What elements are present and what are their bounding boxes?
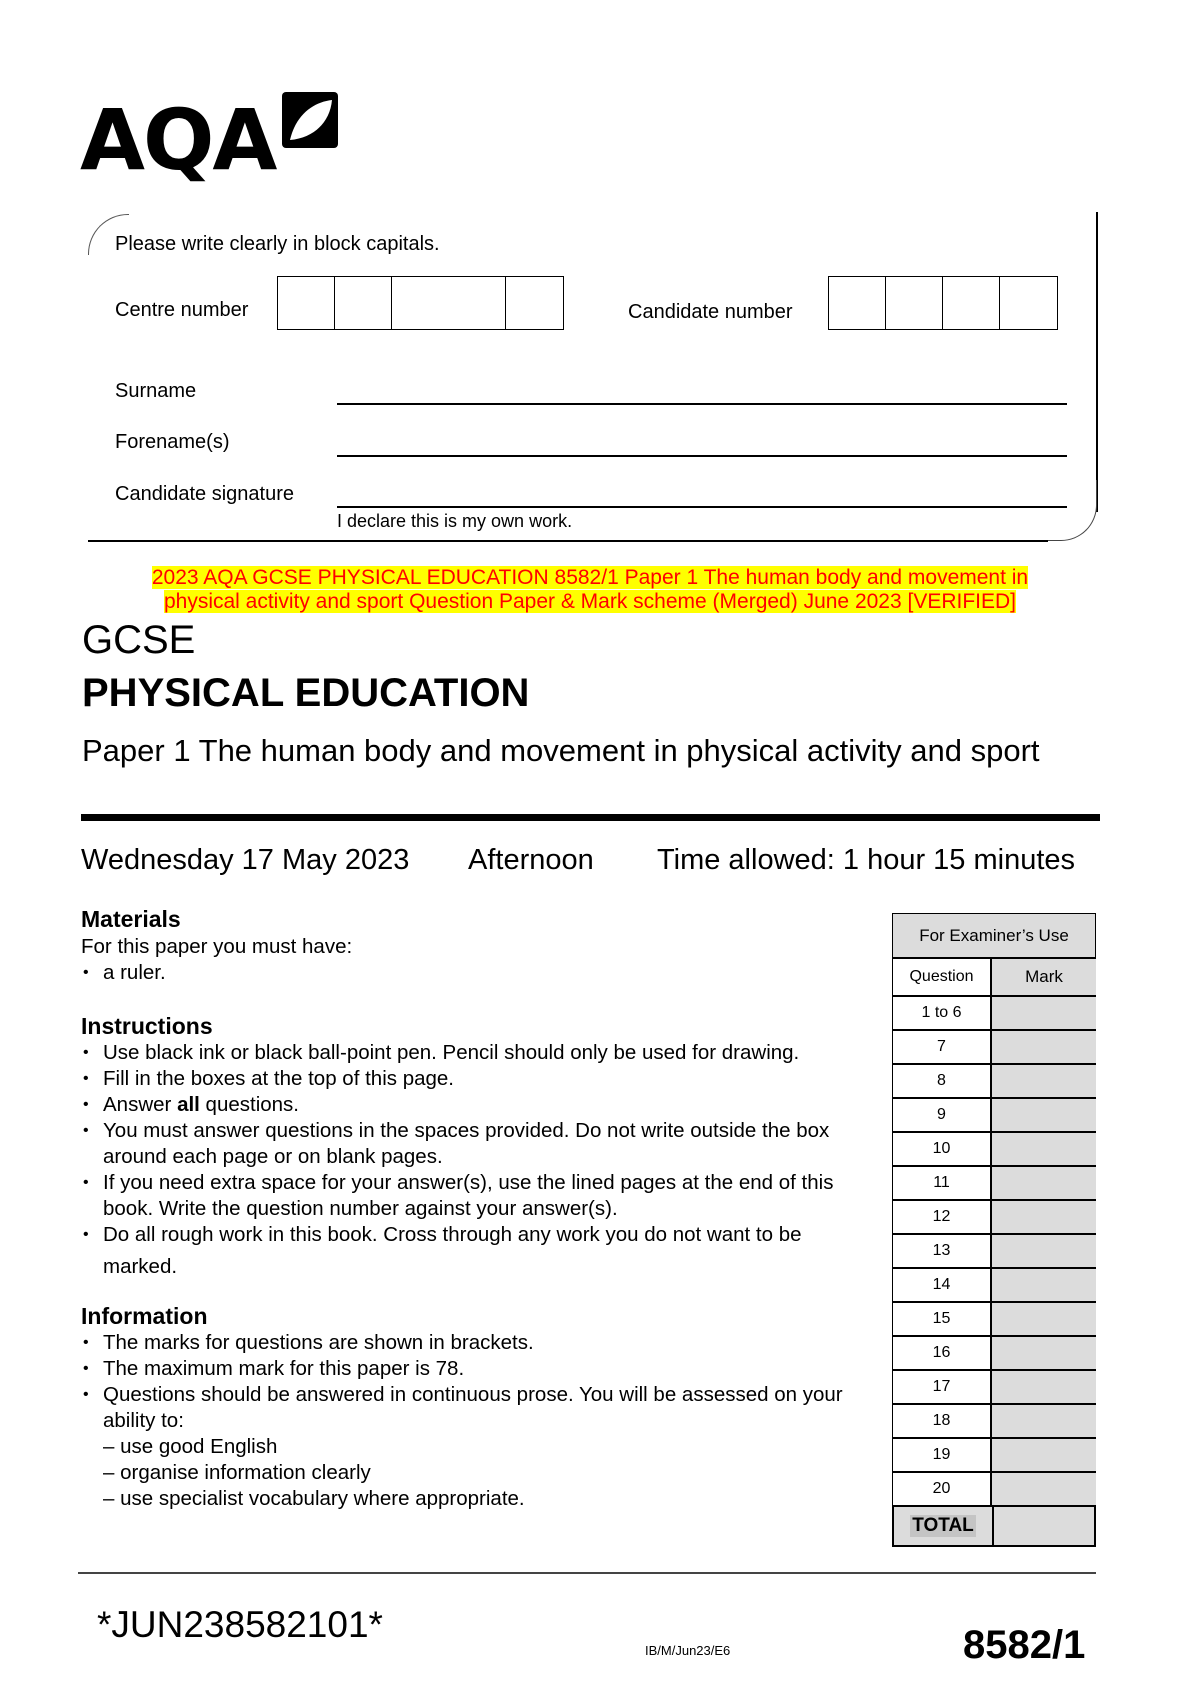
question-number-cell: 20 — [892, 1473, 992, 1505]
examiner-table-row — [892, 1369, 1096, 1403]
examiner-table-row — [892, 1029, 1096, 1063]
mark-cell[interactable] — [992, 1473, 1096, 1505]
examiner-table-row — [892, 1471, 1096, 1505]
centre-number-digit[interactable] — [392, 277, 506, 329]
centre-number-digit[interactable] — [278, 277, 335, 329]
promo-banner — [110, 566, 1070, 614]
centre-number-label: Centre number — [115, 299, 249, 321]
examiner-table-header — [892, 957, 1096, 995]
instruction-item: • If you need extra space for your answer(s), use the lined pages at the end of this book. Write the question number against your answer(s). — [81, 1170, 871, 1222]
examiner-table-row — [892, 995, 1096, 1029]
mark-cell[interactable] — [992, 1303, 1096, 1335]
forenames-label: Forename(s) — [115, 431, 230, 453]
examiner-table-row — [892, 1437, 1096, 1471]
examiner-table-row — [892, 1403, 1096, 1437]
exam-session: Afternoon — [468, 844, 594, 876]
reference-code: IB/M/Jun23/E6 — [645, 1643, 731, 1658]
question-number-cell: 18 — [892, 1405, 992, 1437]
banner-line-1: 2023 AQA GCSE PHYSICAL EDUCATION 8582/1 Paper 1 The human body and movement in — [151, 566, 1029, 589]
paper-title: Paper 1 The human body and movement in physical activity and sport — [82, 733, 1040, 768]
total-row — [892, 1505, 1096, 1547]
mark-cell[interactable] — [992, 1439, 1096, 1471]
examiner-table-row — [892, 1199, 1096, 1233]
qualification-title: GCSE — [82, 618, 196, 662]
examiner-table-row — [892, 1301, 1096, 1335]
instruction-item: • Use black ink or black ball-point pen. Pencil should only be used for drawing. — [81, 1040, 871, 1066]
mark-cell[interactable] — [992, 1235, 1096, 1267]
instruction-item: • You must answer questions in the spaces provided. Do not write outside the box around each page or on blank pages. — [81, 1118, 871, 1170]
centre-number-digit[interactable] — [335, 277, 392, 329]
signature-field[interactable] — [337, 506, 1067, 508]
footer-divider — [78, 1572, 1096, 1574]
instruction-item: • Do all rough work in this book. Cross through any work you do not want to be marked. — [81, 1219, 871, 1283]
information-heading: Information — [81, 1303, 208, 1329]
total-mark-cell[interactable] — [994, 1507, 1094, 1545]
examiner-table-row — [892, 1165, 1096, 1199]
mark-cell[interactable] — [992, 1269, 1096, 1301]
question-number-cell: 9 — [892, 1099, 992, 1131]
mark-cell[interactable] — [992, 1065, 1096, 1097]
materials-section — [81, 934, 871, 986]
information-item: • The marks for questions are shown in brackets. — [81, 1330, 871, 1356]
materials-item: • a ruler. — [81, 960, 871, 986]
centre-number-input[interactable] — [277, 276, 564, 330]
question-number-cell: 15 — [892, 1303, 992, 1335]
question-number-cell: 12 — [892, 1201, 992, 1233]
information-item: • The maximum mark for this paper is 78. — [81, 1356, 871, 1382]
examiner-table-row — [892, 1097, 1096, 1131]
forenames-field[interactable] — [337, 455, 1067, 457]
question-number-cell: 16 — [892, 1337, 992, 1369]
answer-all-bold: all — [177, 1093, 200, 1116]
answer-all-post: questions. — [199, 1093, 300, 1116]
mark-cell[interactable] — [992, 1371, 1096, 1403]
mark-cell[interactable] — [992, 1337, 1096, 1369]
examiner-table-row — [892, 1335, 1096, 1369]
examiner-table-row — [892, 1267, 1096, 1301]
candidate-number-digit[interactable] — [1000, 277, 1057, 329]
examiner-table-row — [892, 1063, 1096, 1097]
examiner-table-title: For Examiner’s Use — [892, 913, 1096, 957]
answer-all-pre: Answer — [103, 1093, 178, 1116]
candidate-number-digit[interactable] — [943, 277, 1000, 329]
instruction-item: • Fill in the boxes at the top of this page. — [81, 1066, 871, 1092]
information-sub-item: – use specialist vocabulary where appropriate. — [103, 1487, 525, 1510]
candidate-number-label: Candidate number — [628, 301, 793, 323]
form-border-bottom — [88, 540, 1048, 542]
question-number-cell: 8 — [892, 1065, 992, 1097]
aqa-logo — [80, 91, 340, 189]
surname-field[interactable] — [337, 403, 1067, 405]
mark-cell[interactable] — [992, 1167, 1096, 1199]
declaration-text: I declare this is my own work. — [337, 511, 573, 531]
logo-text: AQA — [80, 91, 276, 189]
column-mark: Mark — [992, 959, 1096, 995]
examiner-use-table — [892, 913, 1096, 1547]
information-sub-item: – organise information clearly — [103, 1461, 371, 1484]
form-instruction: Please write clearly in block capitals. — [115, 233, 440, 255]
mark-cell[interactable] — [992, 997, 1096, 1029]
signature-label: Candidate signature — [115, 483, 295, 505]
question-number-cell: 14 — [892, 1269, 992, 1301]
examiner-table-row — [892, 1233, 1096, 1267]
examiner-table-row — [892, 1131, 1096, 1165]
question-number-cell: 13 — [892, 1235, 992, 1267]
information-item: • Questions should be answered in continuous prose. You will be assessed on your ability to: — [81, 1382, 871, 1434]
instruction-item — [81, 1092, 871, 1118]
information-sub-item: – use good English — [103, 1435, 278, 1458]
candidate-number-input[interactable] — [828, 276, 1058, 330]
paper-code: 8582/1 — [963, 1623, 1086, 1667]
banner-line-2: physical activity and sport Question Paper & Mark scheme (Merged) June 2023 [VERIFIED] — [163, 590, 1017, 613]
question-number-cell: 11 — [892, 1167, 992, 1199]
form-border-corner — [1038, 480, 1097, 541]
materials-heading: Materials — [81, 906, 181, 932]
candidate-number-digit[interactable] — [886, 277, 943, 329]
instructions-heading: Instructions — [81, 1013, 213, 1039]
mark-cell[interactable] — [992, 1099, 1096, 1131]
column-question: Question — [892, 959, 992, 995]
question-number-cell: 17 — [892, 1371, 992, 1403]
mark-cell[interactable] — [992, 1031, 1096, 1063]
subject-title: PHYSICAL EDUCATION — [82, 671, 530, 715]
question-number-cell: 7 — [892, 1031, 992, 1063]
centre-number-digit[interactable] — [506, 277, 563, 329]
title-divider — [81, 814, 1100, 821]
mark-cell[interactable] — [992, 1405, 1096, 1437]
question-number-cell: 19 — [892, 1439, 992, 1471]
instructions-section — [81, 1040, 871, 1283]
information-section — [81, 1330, 871, 1512]
question-number-cell: 10 — [892, 1133, 992, 1165]
mark-cell[interactable] — [992, 1201, 1096, 1233]
total-label: TOTAL — [894, 1507, 994, 1545]
form-border-right — [1096, 212, 1098, 512]
aqa-leaf-icon — [282, 92, 338, 148]
surname-label: Surname — [115, 380, 197, 402]
time-allowed: Time allowed: 1 hour 15 minutes — [657, 844, 1076, 876]
materials-intro: For this paper you must have: — [81, 935, 353, 958]
exam-date: Wednesday 17 May 2023 — [81, 844, 410, 876]
candidate-number-digit[interactable] — [829, 277, 886, 329]
question-number-cell: 1 to 6 — [892, 997, 992, 1029]
mark-cell[interactable] — [992, 1133, 1096, 1165]
barcode-text: *JUN238582101* — [97, 1604, 383, 1645]
